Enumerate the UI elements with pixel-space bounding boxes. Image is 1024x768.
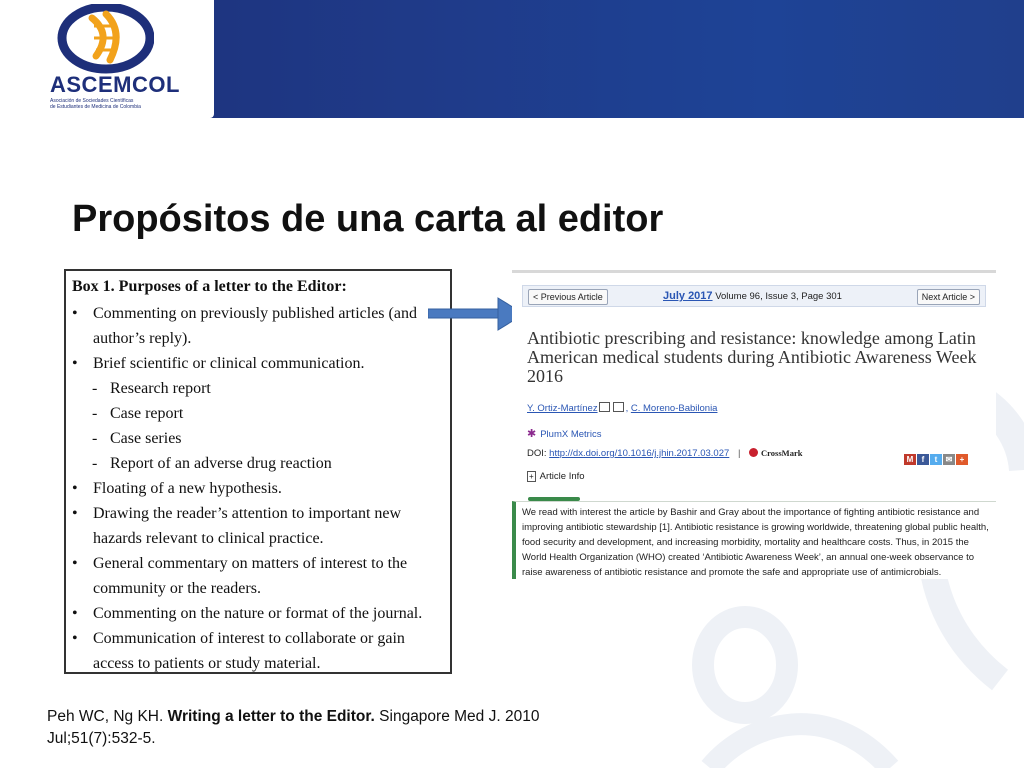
plumx-icon: ✱ — [527, 428, 537, 440]
doi-link[interactable]: http://dx.doi.org/10.1016/j.jhin.2017.03.027 — [549, 448, 730, 459]
list-item: • Commenting on previously published articles (and — [72, 301, 444, 326]
article-navbar — [522, 285, 986, 307]
list-item: • Commenting on the nature or format of the journal. — [72, 601, 444, 626]
list-item: • Brief scientific or clinical communication. — [72, 351, 444, 376]
box-title: Box 1. Purposes of a letter to the Editor: — [72, 278, 347, 295]
journal-article-screenshot — [512, 270, 996, 579]
logo-subtitle: Asociación de Sociedades Científicas de Estudiantes de Medicina de Colombia — [50, 98, 141, 110]
logo-name: ASCEMCOL — [50, 72, 180, 97]
list-item: • Drawing the reader’s attention to important new — [72, 501, 444, 526]
mail-icon[interactable] — [613, 402, 624, 412]
expand-icon: + — [529, 472, 534, 481]
purposes-list — [72, 301, 444, 676]
list-item: access to patients or study material. — [93, 655, 321, 672]
mendeley-icon[interactable]: M — [904, 454, 916, 465]
next-article-button[interactable]: Next Article > — [917, 289, 980, 305]
email-share-icon[interactable]: ✉ — [943, 454, 955, 465]
slide-title: Propósitos de una carta al editor — [72, 198, 664, 240]
ascemcol-logo-icon — [54, 4, 154, 78]
share-icons — [904, 449, 969, 467]
crossmark-label[interactable]: CrossMark — [761, 448, 803, 458]
authors: Y. Ortiz-Martínez , C. Moreno-Babilonia — [527, 403, 718, 414]
list-item: - Report of an adverse drug reaction — [72, 451, 444, 476]
list-item: author’s reply). — [93, 330, 192, 347]
reference-citation: Peh WC, Ng KH. Writing a letter to the Editor. Singapore Med J. 2010 Jul;51(7):532-5. — [47, 708, 540, 747]
edit-icon[interactable] — [599, 402, 610, 412]
issue-volume: Volume 96, Issue 3, Page 301 — [715, 291, 842, 302]
list-item: - Case series — [72, 426, 444, 451]
list-item: hazards relevant to clinical practice. — [93, 530, 324, 547]
arrow-right-icon — [428, 296, 524, 332]
article-info-toggle[interactable]: + Article Info — [529, 471, 585, 482]
doi-row: DOI: http://dx.doi.org/10.1016/j.jhin.2017.03.027 | CrossMark — [527, 448, 803, 459]
crossmark-icon[interactable] — [749, 448, 758, 457]
purposes-box — [64, 269, 452, 674]
twitter-icon[interactable]: t — [930, 454, 942, 465]
list-item: - Research report — [72, 376, 444, 401]
list-item: - Case report — [72, 401, 444, 426]
article-abstract: We read with interest the article by Bashir and Gray about the importance of fighting antibiotic resistance and improving antibiotic stewardship [1]. Antibiotic resistance is growing worldwide, threatening global public health, food security and development, and increasing morbidity, mortality and healthcare costs. Thus, in 2015 the World Health Organization (WHO) created ‘Antibiotic Awareness Week’, an annual one-week observance to raise awareness of antibiotic resistance and promote the safe and appropriate use of antimicrobials. — [512, 501, 996, 579]
author-link[interactable]: Y. Ortiz-Martínez — [527, 403, 598, 414]
list-item: community or the readers. — [93, 580, 261, 597]
previous-article-button[interactable]: < Previous Article — [528, 289, 608, 305]
issue-date-link[interactable]: July 2017 — [663, 290, 713, 302]
header-banner — [0, 0, 1024, 118]
list-item: • Floating of a new hypothesis. — [72, 476, 444, 501]
plumx-metrics-link[interactable]: ✱ PlumX Metrics — [527, 428, 602, 440]
list-item: • General commentary on matters of interest to the — [72, 551, 444, 576]
article-title: Antibiotic prescribing and resistance: knowledge among Latin American medical students during Antibiotic Awareness Week 2016 — [527, 328, 977, 386]
reference-title: Writing a letter to the Editor. — [167, 708, 375, 725]
author-link[interactable]: C. Moreno-Babilonia — [630, 403, 718, 414]
issue-info — [663, 290, 842, 302]
more-share-icon[interactable]: + — [956, 454, 968, 465]
facebook-icon[interactable]: f — [917, 454, 929, 465]
list-item: • Communication of interest to collaborate or gain — [72, 626, 444, 651]
logo — [0, 0, 214, 118]
